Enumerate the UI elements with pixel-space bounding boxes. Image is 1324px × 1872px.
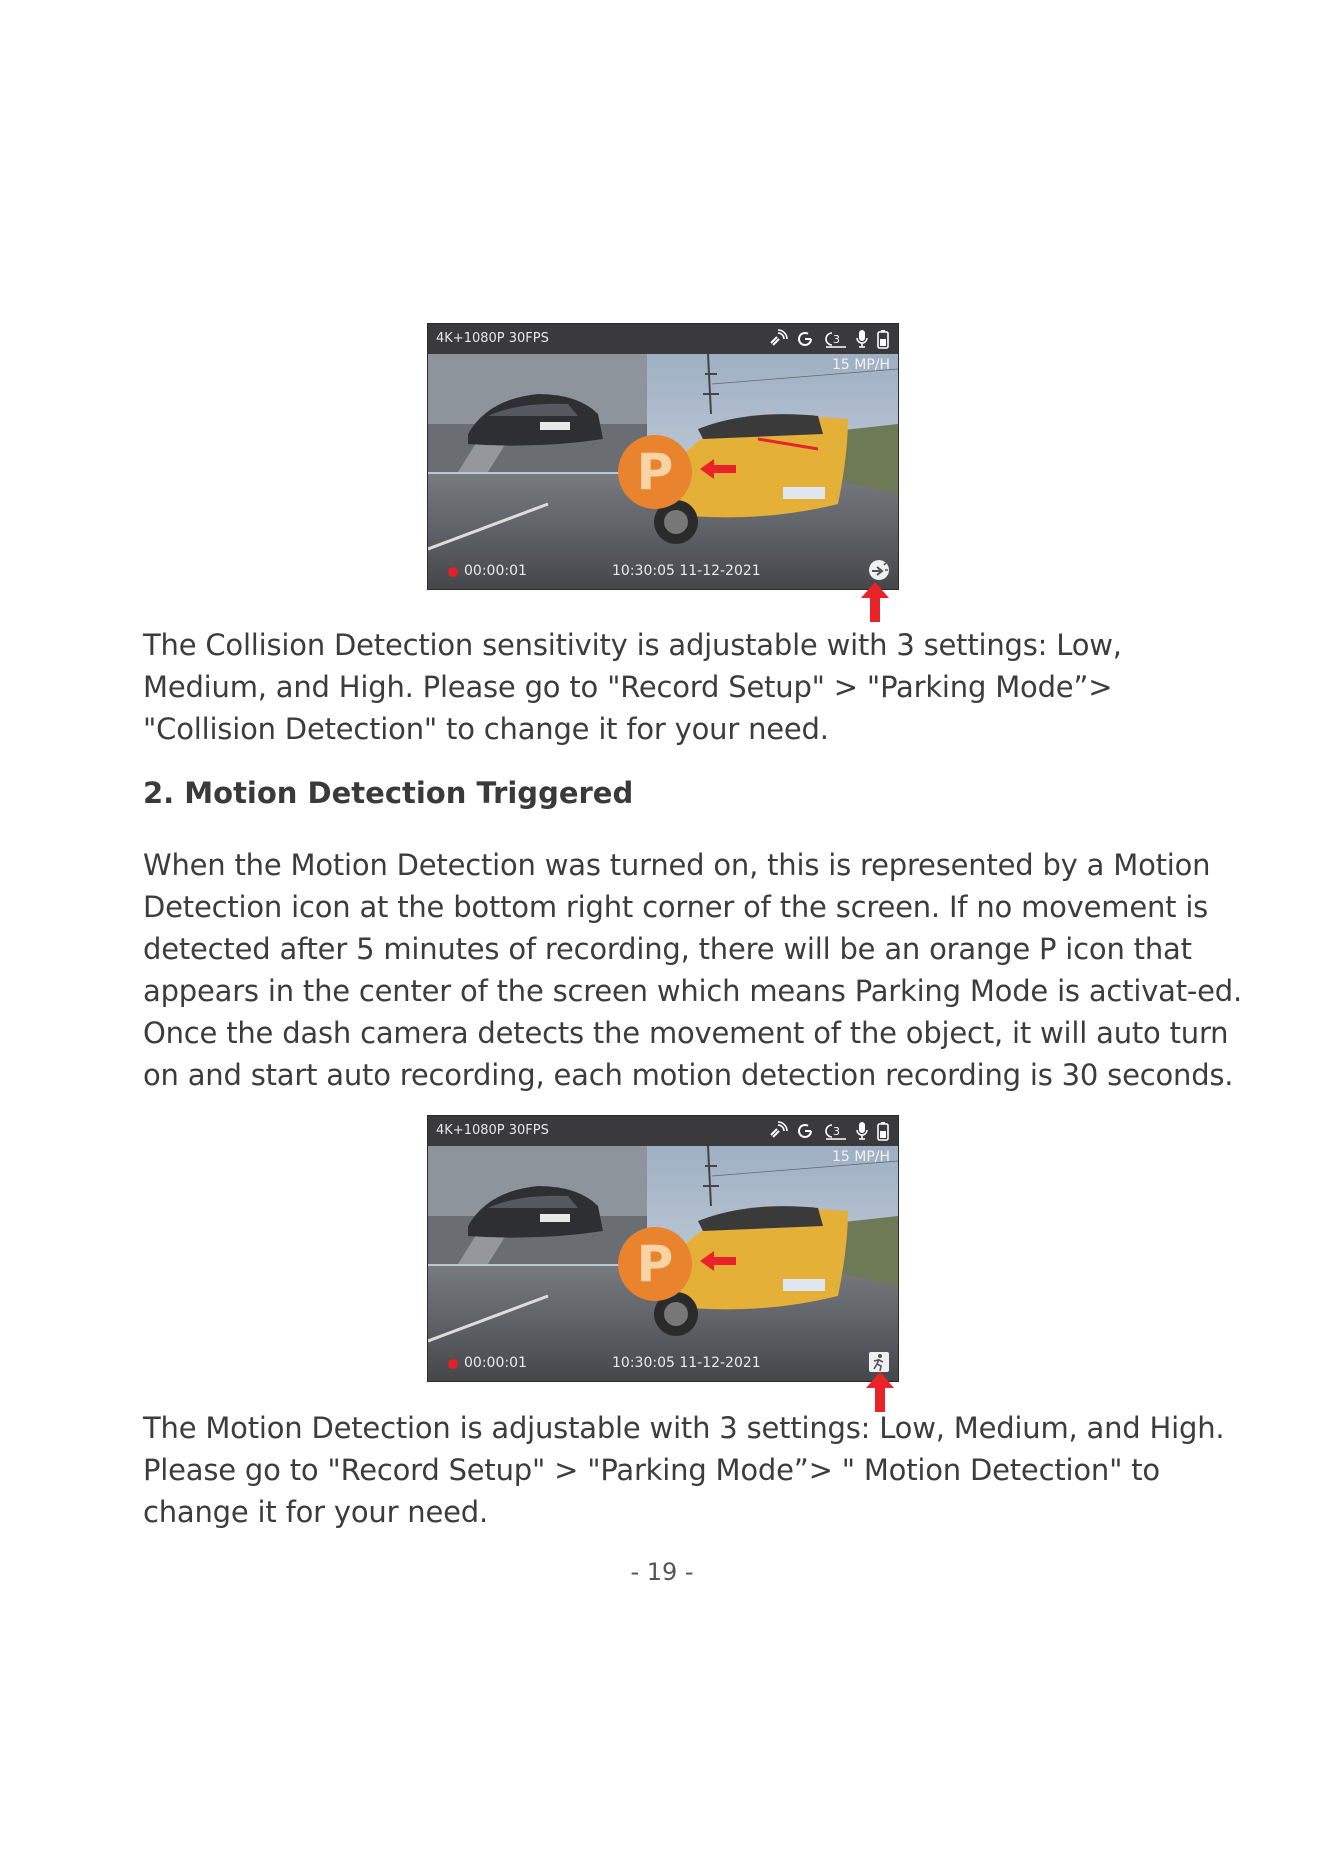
resolution-label: 4K+1080P 30FPS xyxy=(436,331,549,346)
gps-signal-icon xyxy=(768,329,788,349)
gps-signal-icon xyxy=(768,1121,788,1141)
loop-3-icon xyxy=(822,329,848,349)
parking-mode-icon xyxy=(618,1227,692,1301)
loop-recording-icon xyxy=(795,329,815,349)
red-arrow-left-icon xyxy=(698,457,738,481)
loop-3-icon xyxy=(822,1121,848,1141)
microphone-icon xyxy=(855,1121,869,1141)
battery-icon xyxy=(876,329,890,349)
recording-indicator xyxy=(448,567,458,577)
section-heading: 2. Motion Detection Triggered xyxy=(143,776,634,810)
recording-time: 00:00:01 xyxy=(464,563,527,579)
battery-icon xyxy=(876,1121,890,1141)
date-time: 10:30:05 11-12-2021 xyxy=(612,1355,761,1371)
status-icons xyxy=(768,328,890,350)
red-arrow-up-icon xyxy=(865,1372,895,1412)
dashcam-screen-motion xyxy=(427,1115,899,1382)
collision-sensitivity-text: The Collision Detection sensitivity is adjustable with 3 settings: Low, Medium, and High. Please go to "Record Setup" > "Parking Mode”> "Collision Detection" to change it for your need. xyxy=(143,628,1122,746)
recording-indicator xyxy=(448,1359,458,1369)
speed-readout: 15 MP/H xyxy=(831,357,890,373)
date-time: 10:30:05 11-12-2021 xyxy=(612,563,761,579)
motion-detection-text: When the Motion Detection was turned on, this is represented by a Motion Detection icon at the bottom right corner of the screen. If no movement is detected after 5 minutes of recording, there will be an orange P icon that appears in the center of the screen which means Parking Mode is activat-ed. Once the dash camera detects the movement of the object, it will auto turn on and start auto recording, each motion detection recording is 30 seconds. xyxy=(143,848,1243,1092)
motion-detection-icon xyxy=(868,1351,890,1373)
resolution-label: 4K+1080P 30FPS xyxy=(436,1123,549,1138)
recording-time: 00:00:01 xyxy=(464,1355,527,1371)
status-icons xyxy=(768,1120,890,1142)
loop-recording-icon xyxy=(795,1121,815,1141)
parking-mode-icon xyxy=(618,435,692,509)
page-number: - 19 - xyxy=(630,1558,694,1586)
red-arrow-left-icon xyxy=(698,1249,738,1273)
svg-text:3: 3 xyxy=(833,333,840,346)
parking-mode-letter: P xyxy=(636,1235,674,1293)
motion-sensitivity-text: The Motion Detection is adjustable with 3 settings: Low, Medium, and High. Please go to "Record Setup" > "Parking Mode”> " Motion Detection" to change it for your need. xyxy=(143,1411,1225,1529)
microphone-icon xyxy=(855,329,869,349)
collision-detection-icon xyxy=(868,559,890,581)
svg-text:3: 3 xyxy=(833,1125,840,1138)
dashcam-screen-collision xyxy=(427,323,899,590)
speed-readout: 15 MP/H xyxy=(831,1149,890,1165)
parking-mode-letter: P xyxy=(636,443,674,501)
red-arrow-up-icon xyxy=(860,582,890,622)
